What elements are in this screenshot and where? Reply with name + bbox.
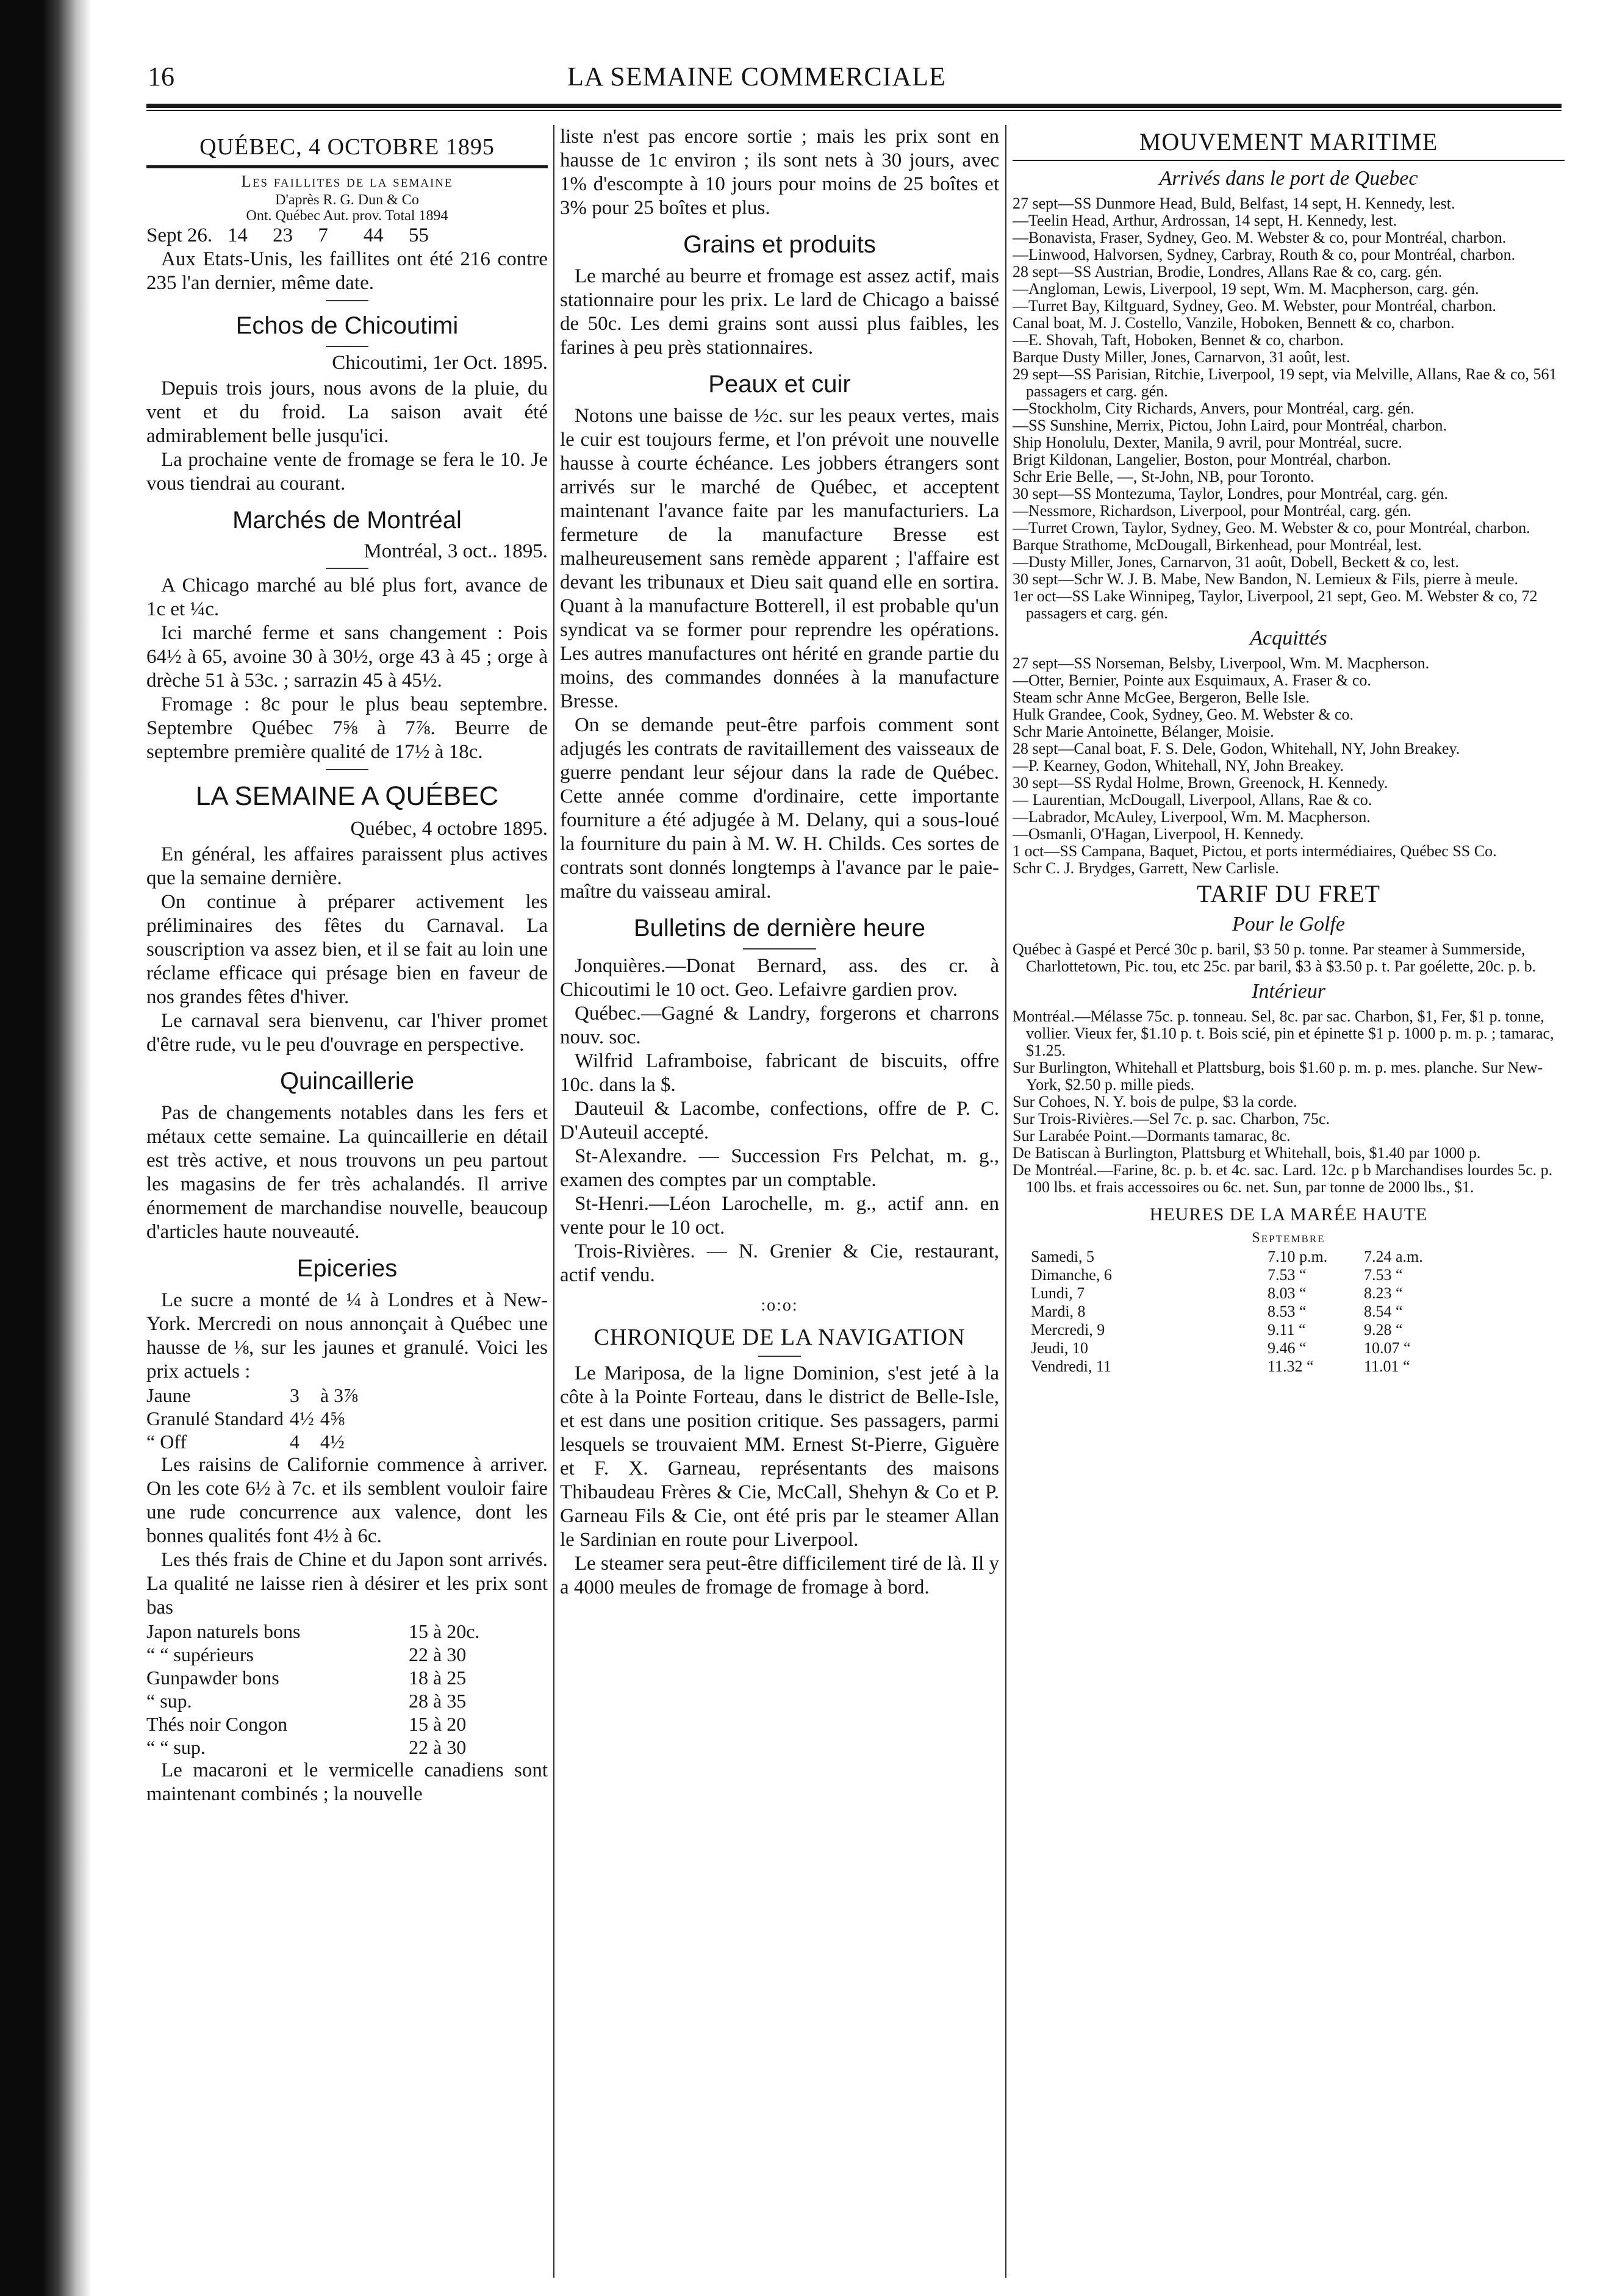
list-item: —Nessmore, Richardson, Liverpool, pour Montréal, carg. gén. (1013, 502, 1411, 520)
section-rule (146, 165, 548, 168)
arrivals-list (1013, 195, 1565, 622)
list-item: Ship Honolulu, Dexter, Manila, 9 avril, pour Montréal, sucre. (1013, 434, 1402, 451)
tarif-title: TARIF DU FRET (1197, 880, 1380, 907)
column-1 (146, 125, 548, 2278)
clearances-list (1013, 655, 1565, 877)
table-row: Mardi, 8 8.53 “ 8.54 “ (1031, 1303, 1403, 1320)
list-item: —SS Sunshine, Merrix, Pictou, John Laird, pour Montréal, charbon. (1013, 417, 1447, 434)
separator (758, 1356, 801, 1357)
acquittes-title: Acquittés (1250, 627, 1327, 649)
list-item: Hulk Grandee, Cook, Sydney, Geo. M. Webster & co. (1013, 706, 1354, 723)
navigation-paragraph: Le Mariposa, de la ligne Dominion, s'est jeté à la côte à la Pointe Forteau, dans le district de Belle-Isle, et est dans une position critique. Ses passagers, parmi lesquels se trouvaient MM. Ernest St-Pierre, Giguère et F. X. Garneau, représentants des maisons Thibaudeau Frères & Cie, McCall, Shehyn & Co et P. Garneau Fils & Cie, ont été pris par le steamer Allan le Sardinian en route pour Liverpool. (560, 1362, 999, 1551)
list-item: 30 sept—Schr W. J. B. Mabe, New Bandon, N. Lemieux & Fils, pierre à meule. (1013, 570, 1518, 588)
golfe-title: Pour le Golfe (1232, 913, 1346, 935)
semaine-paragraph: En général, les affaires paraissent plus actives que la semaine dernière. (146, 843, 548, 889)
semaine-title: LA SEMAINE A QUÉBEC (195, 781, 499, 811)
bulletin-item: St-Henri.—Léon Larochelle, m. g., actif ann. en vente pour le 10 oct. (560, 1193, 999, 1239)
table-row: “ “ sup. 22 à 30 (146, 1736, 467, 1758)
semaine-paragraph: Le carnaval sera bienvenu, car l'hiver promet d'être rude, vu le peu d'ouvrage en perspective. (146, 1010, 548, 1056)
list-item: —Teelin Head, Arthur, Ardrossan, 14 sept, H. Kennedy, lest. (1013, 212, 1397, 229)
section-rule (1013, 160, 1565, 161)
navigation-paragraph: Le steamer sera peut-être difficilement tiré de là. Il y a 4000 meules de fromage de fromage à bord. (560, 1553, 999, 1598)
freight-list (1013, 1008, 1565, 1196)
list-item: —Labrador, McAuley, Liverpool, Wm. M. Macpherson. (1013, 808, 1371, 826)
sugar-price-table (146, 1384, 364, 1453)
faillites-header: Ont. Québec Aut. prov. Total 1894 (246, 208, 448, 224)
bulletins-title: Bulletins de dernière heure (633, 915, 926, 942)
separator (743, 948, 816, 950)
column-divider (553, 125, 554, 2278)
epiceries-paragraph: Les thés frais de Chine et du Japon sont arrivés. La qualité ne laisse rien à désirer et les prix sont bas (146, 1549, 548, 1618)
table-row: Jaune 3 à 3⅞ (146, 1384, 359, 1406)
table-row: Samedi, 5 7.10 p.m. 7.24 a.m. (1031, 1248, 1423, 1265)
continued-paragraph: liste n'est pas encore sortie ; mais les prix sont en hausse de 1c environ ; ils sont nets à 30 jours, avec 1% d'escompte à 10 jours pour moins de 25 boîtes et 3% pour 25 boîtes et plus. (560, 126, 999, 219)
table-row: “ Off 4 4½ (146, 1431, 345, 1453)
section-separator: :o:o: (761, 1296, 798, 1315)
tea-price-table (146, 1620, 486, 1759)
interieur-title: Intérieur (1252, 980, 1325, 1003)
separator (326, 568, 368, 569)
faillites-source: D'après R. G. Dun & Co (275, 192, 419, 208)
marees-month: Septembre (1252, 1230, 1325, 1246)
quincaillerie-paragraph: Pas de changements notables dans les fers et métaux cette semaine. La quincaillerie en détail est très active, et nous trouvons un peu partout les magasins de fer très achalandés. Il arrive énormement de marchandise nouvelle, beaucoup d'articles haute nouveauté. (146, 1102, 548, 1243)
epiceries-paragraph: Le sucre a monté de ¼ à Londres et à New-York. Mercredi on nous annonçait à Québec une hausse de ⅛, sur les jaunes et granulé. Voici les prix actuels : (146, 1289, 548, 1382)
table-row: Granulé Standard 4½ 4⅝ (146, 1407, 345, 1429)
list-item: 1 oct—SS Campana, Baquet, Pictou, et ports intermédiaires, Québec SS Co. (1013, 842, 1497, 860)
bulletin-item: Dauteuil & Lacombe, confections, offre de P. C. D'Auteuil accepté. (560, 1098, 999, 1143)
scan-margin-shadow (0, 0, 91, 2296)
list-item: —Linwood, Halvorsen, Sydney, Carbray, Routh & co, pour Montréal, charbon. (1013, 246, 1516, 263)
peaux-title: Peaux et cuir (708, 371, 851, 398)
table-row: Mercredi, 9 9.11 “ 9.28 “ (1031, 1321, 1403, 1339)
maritime-title: MOUVEMENT MARITIME (1139, 128, 1438, 156)
peaux-paragraph: On se demande peut-être parfois comment sont adjugés les contrats de ravitaillement des vaisseaux de guerre pendant leur séjour dans la rade de Québec. Cette année comme d'ordinaire, cette importante fourniture a été adjugée à M. Delany, qui a sous-loué la fourniture du pain à M. W. H. Childs. Ces sortes de contrats sont donnés longtemps à l'avance par le paie-maître du vaisseau amiral. (560, 714, 999, 903)
table-row: Jeudi, 10 9.46 “ 10.07 “ (1031, 1339, 1411, 1357)
list-item: Sur Burlington, Whitehall et Plattsburg, bois $1.60 p. m. p. mes. planche. Sur New-York, $2.50 p. mille pieds. (1013, 1059, 1543, 1093)
list-item: — Laurentian, McDougall, Liverpool, Allans, Rae & co. (1013, 791, 1372, 809)
peaux-paragraph: Notons une baisse de ½c. sur les peaux vertes, mais le cuir est toujours ferme, et l'on prévoit une nouvelle hausse à courte échéance. Les jobbers étrangers sont arrivés sur le marché de Québec, et acceptent maintenant l'avance faite par les manufacturiers. La fermeture de la manufacture Bresse est malheureusement sans remède apparent ; l'affaire est devant les tribunaux et Dieu sait quand elle en sortira. Quant à la manufacture Botterell, il est probable qu'un syndicat va se former pour reprendre les opérations. Les autres manufactures ont hérité en grande partie du moins, des commandes données à la manufacture Bresse. (560, 405, 999, 712)
list-item: De Batiscan à Burlington, Plattsburg et Whitehall, bois, $1.40 par 1000 p. (1013, 1144, 1481, 1162)
list-item: —Bonavista, Fraser, Sydney, Geo. M. Webster & co, pour Montréal, charbon. (1013, 229, 1507, 246)
list-item: Schr Marie Antoinette, Bélanger, Moisie. (1013, 723, 1274, 740)
bulletin-item: Jonquières.—Donat Bernard, ass. des cr. à Chicoutimi le 10 oct. Geo. Lefaivre gardien prov. (560, 955, 999, 1001)
montreal-paragraph: A Chicago marché au blé plus fort, avance de 1c et ¼c. (146, 574, 548, 620)
table-row: Lundi, 7 8.03 “ 8.23 “ (1031, 1284, 1403, 1302)
list-item: —Turret Crown, Taylor, Sydney, Geo. M. Webster & co, pour Montréal, charbon. (1013, 519, 1530, 537)
quincaillerie-title: Quincaillerie (279, 1068, 415, 1095)
list-item: Barque Strathome, McDougall, Birkenhead, pour Montréal, lest. (1013, 536, 1422, 554)
list-item: —P. Kearney, Godon, Whitehall, NY, John Breakey. (1013, 757, 1344, 774)
table-row: Dimanche, 6 7.53 “ 7.53 “ (1031, 1266, 1403, 1284)
list-item: Sur Cohoes, N. Y. bois de pulpe, $3 la corde. (1013, 1093, 1297, 1110)
faillites-text: Aux Etats-Unis, les faillites ont été 216 contre 235 l'an dernier, même date. (146, 248, 548, 294)
table-row: Gunpawder bons 18 à 25 (146, 1667, 467, 1689)
masthead: LA SEMAINE COMMERCIALE (567, 62, 946, 91)
montreal-paragraph: Ici marché ferme et sans changement : Pois 64½ à 65, avoine 30 à 30½, orge 43 à 45 ; orge à drèche 51 à 53c. ; sarrazin 45 à 45½. (146, 622, 548, 692)
montreal-title: Marchés de Montréal (232, 507, 462, 534)
list-item: Schr Erie Belle, —, St-John, NB, pour Toronto. (1013, 468, 1314, 485)
list-item: Québec à Gaspé et Percé 30c p. baril, $3 50 p. tonne. Par steamer à Summerside, Charlottetown, Pic. tou, etc 25c. par baril, $3 à $3.50 p. t. Par goélette, 20c. p. b. (1013, 940, 1537, 975)
bulletin-item: Wilfrid Laframboise, fabricant de biscuits, offre 10c. dans la $. (560, 1050, 999, 1096)
semaine-paragraph: On continue à préparer activement les préliminaires des fêtes du Carnaval. La souscription va assez bien, et il se fait au loin une réclame efficace qui présage bien en faveur de nos grandes fêtes d'hiver. (146, 891, 548, 1008)
list-item: 28 sept—Canal boat, F. S. Dele, Godon, Whitehall, NY, John Breakey. (1013, 740, 1460, 757)
faillites-row: Sept 26. 14 23 7 44 55 (146, 224, 429, 246)
chicoutimi-dateline: Chicoutimi, 1er Oct. 1895. (332, 352, 548, 374)
table-row: Thés noir Congon 15 à 20 (146, 1713, 467, 1735)
list-item: —Dusty Miller, Jones, Carnarvon, 31 août, Dobell, Beckett & co, lest. (1013, 553, 1459, 571)
list-item: Sur Trois-Rivières.—Sel 7c. p. sac. Charbon, 75c. (1013, 1110, 1330, 1128)
epiceries-paragraph: Les raisins de Californie commence à arriver. On les cote 6½ à 7c. et ils semblent vouloir faire une rude concurrence aux valence, dont les bonnes qualités font 4½ à 6c. (146, 1454, 548, 1547)
table-row: Japon naturels bons 15 à 20c. (146, 1620, 480, 1642)
epiceries-title: Epiceries (296, 1255, 398, 1282)
list-item: 29 sept—SS Parisian, Ritchie, Liverpool, 19 sept, via Melville, Allans, Rae & co, 561 passagers et carg. gén. (1013, 365, 1557, 400)
column-2 (560, 125, 999, 2278)
list-item: Sur Larabée Point.—Dormants tamarac, 8c. (1013, 1127, 1291, 1145)
list-item: Steam schr Anne McGee, Bergeron, Belle Isle. (1013, 688, 1310, 706)
marees-title: HEURES DE LA MARÉE HAUTE (1149, 1204, 1428, 1225)
arrives-title: Arrivés dans le port de Quebec (1159, 167, 1418, 190)
grains-paragraph: Le marché au beurre et fromage est assez actif, mais stationnaire pour les prix. Le lard de Chicago a baissé de 50c. Les demi grains sont aussi plus faibles, les farines à peu près stationnaires. (560, 265, 999, 359)
semaine-dateline: Québec, 4 octobre 1895. (350, 818, 548, 840)
list-item: —Turret Bay, Kiltguard, Sydney, Geo. M. Webster, pour Montréal, charbon. (1013, 297, 1496, 315)
list-item: Montréal.—Mélasse 75c. p. tonneau. Sel, 8c. par sac. Charbon, $1, Fer, $1 p. tonne, vollier. Vieux fer, $1.10 p. t. Bois scié, pin et épinette $1 p. 1000 p. m. p. ; tamarac, $1.25. (1013, 1007, 1554, 1059)
table-row: Vendredi, 11 11.32 “ 11.01 “ (1031, 1357, 1410, 1375)
list-item: De Montréal.—Farine, 8c. p. b. et 4c. sac. Lard. 12c. p b Marchandises lourdes 5c. p. 100 lbs. et frais accessoires ou 6c. net. Sun, par tonne de 2000 lbs., $1. (1013, 1161, 1553, 1196)
list-item: —Angloman, Lewis, Liverpool, 19 sept, Wm. M. Macpherson, carg. gén. (1013, 280, 1479, 298)
list-item: —E. Shovah, Taft, Hoboken, Bennet & co, charbon. (1013, 331, 1344, 349)
epiceries-paragraph: Le macaroni et le vermicelle canadiens sont maintenant combinés ; la nouvelle (146, 1759, 548, 1805)
grains-title: Grains et produits (683, 231, 876, 258)
header-rule-thin (146, 110, 1562, 111)
chicoutimi-title: Echos de Chicoutimi (235, 312, 459, 339)
separator (326, 300, 368, 301)
list-item: Canal boat, M. J. Costello, Vanzile, Hoboken, Bennett & co, charbon. (1013, 314, 1455, 332)
bulletin-item: St-Alexandre. — Succession Frs Pelchat, m. g., examen des comptes par un comptable. (560, 1145, 999, 1191)
list-item: —Stockholm, City Richards, Anvers, pour Montréal, carg. gén. (1013, 399, 1415, 417)
column-divider (1005, 125, 1006, 2278)
bulletin-item: Québec.—Gagné & Landry, forgerons et charrons nouv. soc. (560, 1003, 999, 1048)
montreal-dateline: Montréal, 3 oct.. 1895. (364, 540, 548, 562)
separator (326, 769, 368, 770)
list-item: —Osmanli, O'Hagan, Liverpool, H. Kennedy. (1013, 825, 1304, 843)
list-item: 27 sept—SS Norseman, Belsby, Liverpool, Wm. M. Macpherson. (1013, 654, 1430, 672)
montreal-paragraph: Fromage : 8c pour le plus beau septembre. Septembre Québec 7⅝ à 7⅞. Beurre de septembre première qualité de 17½ à 18c. (146, 693, 548, 763)
header-rule (146, 104, 1562, 108)
faillites-title: Les faillites de la semaine (241, 172, 453, 190)
table-row: “ “ supérieurs 22 à 30 (146, 1643, 467, 1665)
column-3 (1013, 125, 1565, 2278)
list-item: Brigt Kildonan, Langelier, Boston, pour Montréal, charbon. (1013, 451, 1391, 468)
list-item: 30 sept—SS Rydal Holme, Brown, Greenock, H. Kennedy. (1013, 774, 1388, 792)
dateline-quebec: QUÉBEC, 4 OCTOBRE 1895 (199, 134, 495, 160)
list-item: 1er oct—SS Lake Winnipeg, Taylor, Liverpool, 21 sept, Geo. M. Webster & co, 72 passagers et carg. gén. (1013, 587, 1538, 622)
list-item: 28 sept—SS Austrian, Brodie, Londres, Allans Rae & co, carg. gén. (1013, 263, 1443, 281)
bulletin-item: Trois-Rivières. — N. Grenier & Cie, restaurant, actif vendu. (560, 1240, 999, 1286)
tide-table (1031, 1248, 1428, 1376)
list-item: Barque Dusty Miller, Jones, Carnarvon, 31 août, lest. (1013, 348, 1350, 366)
page-number: 16 (148, 62, 174, 91)
table-row: “ sup. 28 à 35 (146, 1690, 467, 1712)
navigation-title: CHRONIQUE DE LA NAVIGATION (594, 1325, 966, 1350)
chicoutimi-paragraph: La prochaine vente de fromage se fera le 10. Je vous tiendrai au courant. (146, 449, 548, 495)
list-item: Schr C. J. Brydges, Garrett, New Carlisle. (1013, 859, 1279, 877)
list-item: 30 sept—SS Montezuma, Taylor, Londres, pour Montréal, carg. gén. (1013, 485, 1448, 502)
chicoutimi-paragraph: Depuis trois jours, nous avons de la pluie, du vent et du froid. La saison avait été admirablement belle jusqu'ici. (146, 377, 548, 447)
list-item: 27 sept—SS Dunmore Head, Buld, Belfast, 14 sept, H. Kennedy, lest. (1013, 195, 1455, 212)
separator (326, 346, 368, 347)
list-item: —Otter, Bernier, Pointe aux Esquimaux, A. Fraser & co. (1013, 671, 1371, 689)
